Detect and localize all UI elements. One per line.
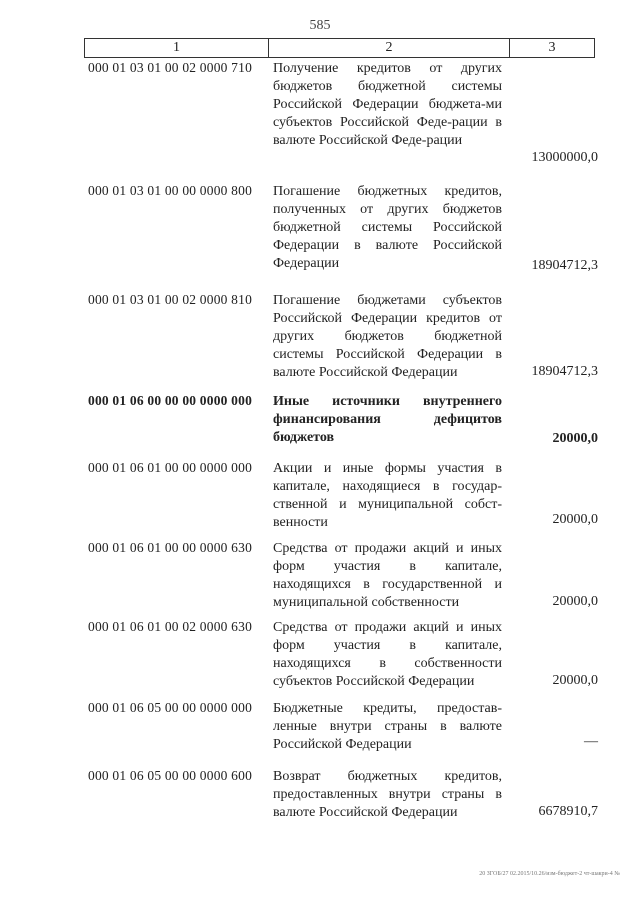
page-number: 585 [309, 18, 331, 33]
table-header [84, 38, 595, 58]
row-amount: 20000,0 [552, 594, 598, 609]
row-amount: 20000,0 [552, 512, 598, 527]
row-code: 000 01 06 05 00 00 0000 000 [88, 700, 253, 715]
row-code: 000 01 06 01 00 02 0000 630 [88, 619, 253, 634]
row-description: Погашение бюджетами субъектов Российской Федерации кредитов от других бюджетов бюджетной системы Российской Федерации в валюте Российской Федерации [273, 293, 502, 380]
header-col-3: 3 [510, 39, 595, 58]
row-amount: 18904712,3 [531, 364, 598, 379]
row-description: Погашение бюджетных кредитов, полученных от других бюджетов бюджетной системы Российской Федерации в валюте Российской Федерации [273, 184, 502, 271]
row-code: 000 01 03 01 00 02 0000 810 [88, 292, 253, 307]
row-amount: 13000000,0 [531, 150, 598, 165]
row-amount: 18904712,3 [531, 258, 598, 273]
row-amount: — [584, 734, 598, 749]
row-description: Акции и иные формы участия в капитале, находящиеся в государ-ственной и муниципальной собст-венности [273, 461, 502, 530]
row-code: 000 01 03 01 00 00 0000 800 [88, 183, 253, 198]
row-description: Возврат бюджетных кредитов, предоставленных внутри страны в валюте Российской Федерации [273, 769, 502, 820]
row-description: Бюджетные кредиты, предостав-ленные внутри страны в валюте Российской Федерации [273, 701, 502, 752]
row-code: 000 01 06 01 00 00 0000 000 [88, 460, 253, 475]
row-code: 000 01 06 01 00 00 0000 630 [88, 540, 253, 555]
footer-file-stamp: 20 ЗГОБ/27 02.2015/10.26/изм-бюджет-2 чт-шакри-4 № [479, 871, 620, 877]
row-amount: 6678910,7 [538, 804, 598, 819]
row-amount: 20000,0 [552, 673, 598, 688]
header-col-1: 1 [85, 39, 269, 58]
row-description: Средства от продажи акций и иных форм участия в капитале, находящихся в государственной и муниципальной собственности [273, 541, 502, 610]
header-col-2: 2 [269, 39, 510, 58]
row-amount: 20000,0 [552, 431, 598, 446]
row-code: 000 01 06 05 00 00 0000 600 [88, 768, 253, 783]
row-code: 000 01 06 00 00 00 0000 000 [88, 393, 253, 408]
row-description: Средства от продажи акций и иных форм участия в капитале, находящихся в собственности субъектов Российской Федерации [273, 620, 502, 689]
row-code: 000 01 03 01 00 02 0000 710 [88, 60, 253, 75]
row-description: Получение кредитов от других бюджетов бюджетной системы Российской Федерации бюджета-ми субъектов Российской Феде-рации в валюте Российской Феде-рации [273, 61, 502, 148]
row-description: Иные источники внутреннего финансирования дефицитов бюджетов [273, 394, 502, 445]
